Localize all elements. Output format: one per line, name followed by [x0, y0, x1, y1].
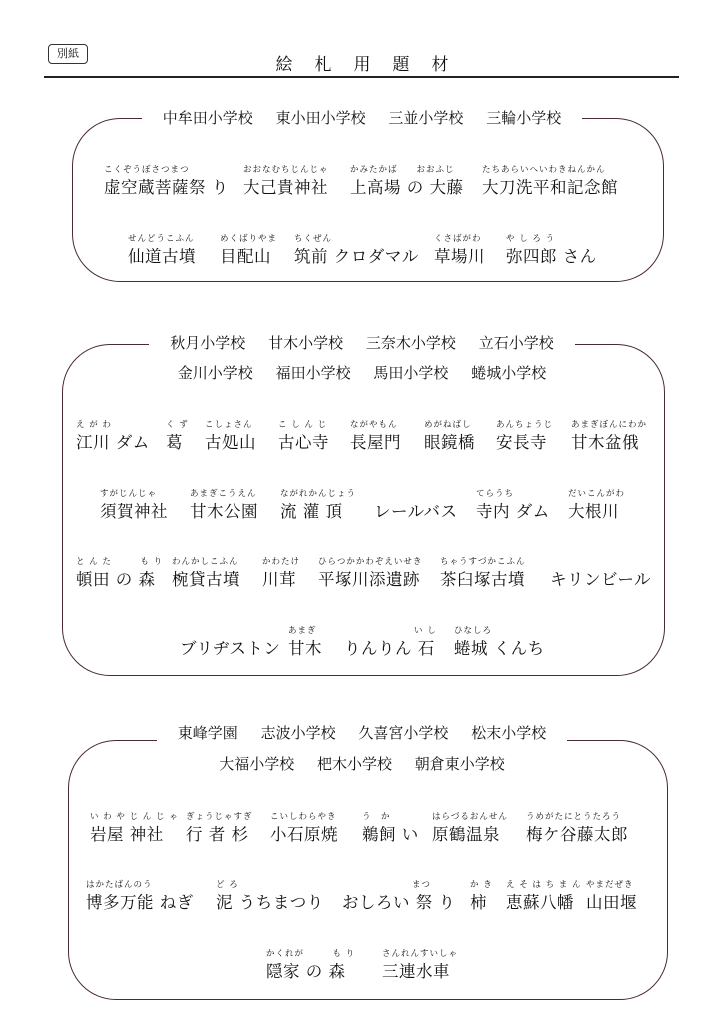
title-underline [44, 76, 679, 78]
school-name: 三輪小学校 [486, 109, 562, 127]
topic-label: 平塚川添遺跡 [318, 570, 420, 589]
topic-label: 三連水車 [382, 962, 450, 981]
topic-label: 博多万能 ねぎ [86, 893, 194, 912]
furigana: まつ [412, 880, 432, 890]
topic-label: 椀貸古墳 [172, 570, 240, 589]
furigana: ちゃうすづかこふん [440, 557, 526, 567]
furigana: ながれかんじょう [280, 489, 357, 499]
school-name: 東小田小学校 [275, 109, 366, 127]
furigana: え そ は ち ま ん [506, 880, 582, 890]
furigana: くさばがわ [434, 234, 482, 244]
school-line [0, 754, 724, 774]
furigana: かくれが も り [266, 949, 356, 959]
topic-label: 虚空蔵菩薩祭 り [104, 178, 229, 197]
school-name: 大福小学校 [219, 755, 295, 773]
furigana: い わ や じ ん じ ゃ [90, 812, 179, 822]
topic-label: 古処山 [205, 433, 256, 452]
school-line [0, 723, 724, 743]
topic-label: 大己貴神社 [243, 178, 328, 197]
furigana: あまぎぼんにわか [571, 420, 648, 430]
school-name: 久喜宮小学校 [358, 724, 449, 742]
topic-row [0, 810, 724, 850]
topic-label: 安長寺 [496, 433, 547, 452]
topic-label: おしろい 祭 り [342, 893, 456, 912]
furigana: たちあらいへいわきねんかん [482, 165, 606, 175]
topic-row [0, 947, 724, 987]
topic-label: レールバス [374, 502, 458, 521]
furigana: い し [414, 626, 437, 636]
topic-label: 山田堰 [586, 893, 637, 912]
furigana: せんどうこふん [128, 234, 195, 244]
school-name: 秋月小学校 [170, 334, 246, 352]
furigana: あんちょうじ [496, 420, 554, 430]
school-line [0, 333, 724, 353]
topic-label: 川茸 [262, 570, 296, 589]
furigana: あまぎ [288, 626, 317, 636]
furigana: めくばりやま [220, 234, 278, 244]
topic-row [0, 232, 724, 272]
topic-row [0, 163, 724, 203]
school-name: 金川小学校 [177, 364, 253, 382]
school-name: 甘木小学校 [268, 334, 344, 352]
topic-label: 頓田 の 森 [76, 570, 156, 589]
topic-label: 甘木 [288, 639, 322, 658]
furigana: え が わ [76, 420, 112, 430]
furigana: く ず [166, 420, 189, 430]
furigana: う か [362, 812, 391, 822]
furigana: めがねばし [424, 420, 472, 430]
furigana: やまだぜき [586, 880, 634, 890]
furigana: と ん た も り [76, 557, 164, 567]
school-name: 三並小学校 [388, 109, 464, 127]
school-line [0, 108, 724, 128]
school-name: 立石小学校 [478, 334, 554, 352]
furigana: ど ろ [216, 880, 239, 890]
furigana: うめがたにとうたろう [526, 812, 622, 822]
topic-label: 甘木盆俄 [571, 433, 639, 452]
furigana: すがじんじゃ [100, 489, 158, 499]
topic-label: 須賀神社 [100, 502, 168, 521]
furigana: こいしわらやき [270, 812, 337, 822]
topic-label: 流 灌 頂 [280, 502, 343, 521]
topic-row [0, 487, 724, 527]
topic-label: 鵜飼 い [362, 825, 419, 844]
school-name: 朝倉東小学校 [414, 755, 505, 773]
furigana: かみたかば おおふじ [350, 165, 455, 175]
school-name: 志波小学校 [260, 724, 336, 742]
topic-label: 小石原焼 [270, 825, 338, 844]
furigana: あまぎこうえん [190, 489, 257, 499]
school-name: 三奈木小学校 [365, 334, 456, 352]
school-name: 松末小学校 [471, 724, 547, 742]
furigana: はかたばんのう [86, 880, 153, 890]
topic-label: 仙道古墳 [128, 247, 196, 266]
topic-label: 筑前 クロダマル [294, 247, 419, 266]
furigana: こくぞうぼさつまつ [104, 165, 190, 175]
furigana: ちくぜん [294, 234, 333, 244]
topic-label: キリンビール [550, 570, 652, 589]
topic-label: 梅ケ谷藤太郎 [526, 825, 628, 844]
topic-label: 泥 うちまつり [216, 893, 324, 912]
topic-label: 隠家 の 森 [266, 962, 346, 981]
topic-label: 原鶴温泉 [432, 825, 500, 844]
topic-label: 長屋門 [350, 433, 401, 452]
furigana: さんれんすいしゃ [382, 949, 459, 959]
furigana: こ し ん じ [278, 420, 328, 430]
topic-label: 岩屋 神社 [90, 825, 164, 844]
topic-label: 寺内 ダム [476, 502, 550, 521]
furigana: か き [470, 880, 493, 890]
school-name: 蜷城小学校 [471, 364, 547, 382]
school-name: 馬田小学校 [373, 364, 449, 382]
topic-label: 葛 [166, 433, 183, 452]
furigana: や し ろ う [506, 234, 556, 244]
topic-label: ブリヂストン [180, 639, 281, 658]
topic-label: 大刀洗平和記念館 [482, 178, 618, 197]
topic-label: 目配山 [220, 247, 271, 266]
topic-label: 甘木公園 [190, 502, 258, 521]
topic-label: 茶臼塚古墳 [440, 570, 525, 589]
furigana: おおなむちじんじゃ [243, 165, 329, 175]
page-title: 絵札用題材 [275, 55, 471, 75]
topic-row [0, 418, 724, 458]
furigana: てらうち [476, 489, 515, 499]
topic-row [0, 878, 724, 918]
school-line [0, 363, 724, 383]
topic-label: 草場川 [434, 247, 485, 266]
topic-label: 上高場 の 大藤 [350, 178, 464, 197]
topic-label: 行 者 杉 [186, 825, 249, 844]
topic-label: 蜷城 くんち [454, 639, 545, 658]
furigana: ぎょうじゃすぎ [186, 812, 253, 822]
school-name: 杷木小学校 [316, 755, 392, 773]
furigana: こしょさん [205, 420, 253, 430]
school-name: 中牟田小学校 [162, 109, 253, 127]
topic-label: 江川 ダム [76, 433, 150, 452]
topic-label: 恵蘇八幡 [506, 893, 574, 912]
furigana: ひらつかかわぞえいせき [318, 557, 423, 567]
topic-row [0, 555, 724, 595]
furigana: だいこんがわ [568, 489, 626, 499]
furigana: わんかしこふん [172, 557, 239, 567]
furigana: ながやもん [350, 420, 398, 430]
school-name: 福田小学校 [275, 364, 351, 382]
topic-label: りんりん 石 [344, 639, 435, 658]
topic-label: 柿 [470, 893, 487, 912]
topic-label: 古心寺 [278, 433, 329, 452]
furigana: かわたけ [262, 557, 301, 567]
school-name: 東峰学園 [177, 724, 238, 742]
topic-row [0, 624, 724, 664]
furigana: ひなしろ [454, 626, 493, 636]
topic-label: 弥四郎 さん [506, 247, 597, 266]
attachment-badge: 別紙 [48, 44, 88, 64]
topic-label: 大根川 [568, 502, 619, 521]
topic-label: 眼鏡橋 [424, 433, 475, 452]
furigana: はらづるおんせん [432, 812, 508, 822]
